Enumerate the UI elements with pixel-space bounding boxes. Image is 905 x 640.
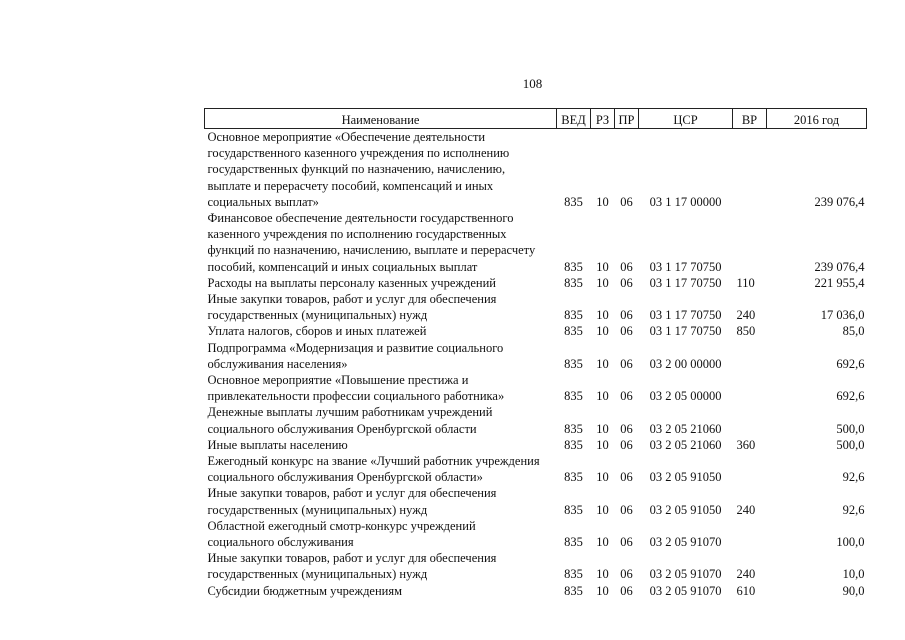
cell-ved: 835 — [564, 583, 583, 598]
cell-vr: 610 — [736, 583, 756, 598]
cell-vr — [733, 129, 767, 211]
row-name-line: государственных (муниципальных) нужд — [207, 502, 428, 517]
cell-ved: 835 — [564, 308, 583, 323]
row-name-line: Ежегодный конкурс на звание «Лучший работник учреждения — [207, 454, 540, 469]
cell-sum: 221 955,4 — [814, 275, 865, 290]
cell-ved: 835 — [564, 389, 583, 404]
table-header — [205, 109, 867, 129]
cell-sum: 85,0 — [842, 324, 865, 339]
table-row — [205, 518, 867, 550]
cell-sum: 239 076,4 — [814, 194, 865, 209]
cell-sum: 92,6 — [842, 470, 865, 485]
cell-csr: 03 2 05 00000 — [649, 389, 722, 404]
row-name-line: государственных функций по назначению, начислению, — [207, 162, 506, 177]
cell-csr: 03 2 05 91070 — [649, 583, 722, 598]
row-name-line: Основное мероприятие «Обеспечение деятельности — [207, 130, 486, 144]
column-header-name: Наименование — [205, 109, 557, 129]
row-name — [205, 291, 557, 323]
row-name — [205, 437, 557, 453]
cell-csr: 03 1 17 70750 — [649, 275, 722, 290]
cell-pr: 06 — [620, 356, 633, 371]
row-name-line: социального обслуживания Оренбургской области» — [207, 470, 483, 485]
row-name-line: Уплата налогов, сборов и иных платежей — [207, 324, 427, 339]
cell-ved: 835 — [564, 421, 583, 436]
cell-vr: 240 — [736, 308, 756, 323]
row-name-line: функций по назначению, начислению, выплате и перерасчету — [207, 243, 536, 258]
row-name-line: Субсидии бюджетным учреждениям — [207, 583, 403, 598]
column-header-pr: ПР — [615, 109, 639, 129]
row-name-line: Иные закупки товаров, работ и услуг для обеспечения — [207, 292, 497, 307]
cell-rz: 10 — [596, 567, 609, 582]
cell-vr — [733, 453, 767, 485]
cell-sum: 10,0 — [842, 567, 865, 582]
row-name-line: выплате и перерасчету пособий, компенсаций и иных — [207, 178, 494, 193]
cell-csr: 03 2 05 91070 — [649, 567, 722, 582]
row-name — [205, 275, 557, 291]
cell-rz: 10 — [596, 194, 609, 209]
row-name — [205, 372, 557, 404]
cell-csr: 03 2 00 00000 — [649, 356, 722, 371]
cell-pr: 06 — [620, 324, 633, 339]
cell-ved: 835 — [564, 356, 583, 371]
table-row — [205, 485, 867, 517]
cell-ved: 835 — [564, 259, 583, 274]
cell-csr: 03 2 05 91070 — [649, 535, 722, 550]
cell-vr: 850 — [736, 324, 756, 339]
cell-csr: 03 1 17 70750 — [649, 324, 722, 339]
row-name — [205, 518, 557, 550]
cell-rz: 10 — [596, 356, 609, 371]
table-body — [205, 129, 867, 599]
cell-rz: 10 — [596, 389, 609, 404]
row-name-line: привлекательности профессии социального работника» — [207, 389, 505, 404]
row-name — [205, 453, 557, 485]
cell-rz: 10 — [596, 324, 609, 339]
row-name — [205, 550, 557, 582]
cell-pr: 06 — [620, 259, 633, 274]
row-name-line: государственных (муниципальных) нужд — [207, 567, 428, 582]
cell-rz: 10 — [596, 437, 609, 452]
cell-sum: 500,0 — [836, 437, 865, 452]
row-name — [205, 210, 557, 275]
row-name-line: обслуживания населения» — [207, 356, 348, 371]
cell-rz: 10 — [596, 308, 609, 323]
table-row — [205, 323, 867, 339]
cell-pr: 06 — [620, 470, 633, 485]
row-name-line: Иные закупки товаров, работ и услуг для обеспечения — [207, 551, 497, 566]
row-name-line: Денежные выплаты лучшим работникам учреждений — [207, 405, 493, 420]
column-header-vr: ВР — [733, 109, 767, 129]
cell-pr: 06 — [620, 502, 633, 517]
cell-vr — [733, 340, 767, 372]
column-header-csr: ЦСР — [639, 109, 733, 129]
cell-rz: 10 — [596, 502, 609, 517]
table-row — [205, 340, 867, 372]
column-header-sum: 2016 год — [767, 109, 867, 129]
cell-pr: 06 — [620, 194, 633, 209]
cell-sum: 692,6 — [836, 356, 865, 371]
cell-sum: 92,6 — [842, 502, 865, 517]
cell-sum: 100,0 — [836, 535, 865, 550]
cell-ved: 835 — [564, 535, 583, 550]
row-name-line: казенного учреждения по исполнению государственных — [207, 227, 507, 242]
row-name-line: государственных (муниципальных) нужд — [207, 308, 428, 323]
cell-vr: 240 — [736, 502, 756, 517]
table-row — [205, 437, 867, 453]
cell-rz: 10 — [596, 259, 609, 274]
cell-vr: 360 — [736, 437, 756, 452]
cell-csr: 03 1 17 70750 — [649, 259, 722, 274]
cell-ved: 835 — [564, 567, 583, 582]
cell-rz: 10 — [596, 583, 609, 598]
row-name-line: Финансовое обеспечение деятельности государственного — [207, 211, 514, 226]
row-name-line: Иные закупки товаров, работ и услуг для обеспечения — [207, 486, 497, 501]
row-name-line: Иные выплаты населению — [207, 437, 348, 452]
cell-pr: 06 — [620, 535, 633, 550]
cell-ved: 835 — [564, 275, 583, 290]
cell-rz: 10 — [596, 535, 609, 550]
cell-vr — [733, 404, 767, 436]
cell-ved: 835 — [564, 194, 583, 209]
cell-vr — [733, 210, 767, 275]
cell-rz: 10 — [596, 421, 609, 436]
table-row — [205, 583, 867, 599]
cell-sum: 90,0 — [842, 583, 865, 598]
table-row — [205, 453, 867, 485]
cell-csr: 03 2 05 21060 — [649, 437, 722, 452]
row-name-line: социального обслуживания Оренбургской области — [207, 421, 477, 436]
row-name — [205, 404, 557, 436]
row-name-line: государственного казенного учреждения по исполнению — [207, 146, 510, 161]
cell-sum: 500,0 — [836, 421, 865, 436]
cell-pr: 06 — [620, 437, 633, 452]
cell-rz: 10 — [596, 470, 609, 485]
cell-vr — [733, 518, 767, 550]
row-name-line: социального обслуживания — [207, 535, 354, 550]
cell-csr: 03 2 05 21060 — [649, 421, 722, 436]
table-row — [205, 550, 867, 582]
table-row — [205, 275, 867, 291]
row-name — [205, 340, 557, 372]
cell-pr: 06 — [620, 567, 633, 582]
row-name — [205, 323, 557, 339]
row-name-line: Основное мероприятие «Повышение престижа и — [207, 373, 469, 388]
cell-vr — [733, 372, 767, 404]
cell-sum: 692,6 — [836, 389, 865, 404]
cell-sum: 17 036,0 — [820, 308, 865, 323]
cell-rz: 10 — [596, 275, 609, 290]
cell-sum: 239 076,4 — [814, 259, 865, 274]
cell-ved: 835 — [564, 437, 583, 452]
cell-vr: 110 — [736, 275, 755, 290]
budget-table — [204, 108, 867, 599]
header-row — [205, 109, 867, 129]
row-name-line: Расходы на выплаты персоналу казенных учреждений — [207, 275, 496, 290]
page-number: 108 — [522, 76, 543, 91]
cell-csr: 03 2 05 91050 — [649, 502, 722, 517]
cell-pr: 06 — [620, 308, 633, 323]
row-name — [205, 485, 557, 517]
row-name — [205, 583, 557, 599]
cell-pr: 06 — [620, 421, 633, 436]
cell-ved: 835 — [564, 324, 583, 339]
row-name-line: Подпрограмма «Модернизация и развитие социального — [207, 340, 504, 355]
cell-pr: 06 — [620, 275, 633, 290]
cell-csr: 03 1 17 00000 — [649, 194, 722, 209]
cell-pr: 06 — [620, 389, 633, 404]
table-row — [205, 291, 867, 323]
column-header-rz: РЗ — [591, 109, 615, 129]
row-name-line: Областной ежегодный смотр-конкурс учреждений — [207, 518, 476, 533]
row-name — [205, 129, 557, 211]
column-header-ved: ВЕД — [557, 109, 591, 129]
table-row — [205, 372, 867, 404]
row-name-line: социальных выплат» — [207, 194, 319, 209]
table-row — [205, 129, 867, 211]
table-row — [205, 404, 867, 436]
cell-vr: 240 — [736, 567, 756, 582]
cell-csr: 03 2 05 91050 — [649, 470, 722, 485]
cell-ved: 835 — [564, 502, 583, 517]
cell-ved: 835 — [564, 470, 583, 485]
cell-pr: 06 — [620, 583, 633, 598]
table-row — [205, 210, 867, 275]
row-name-line: пособий, компенсаций и иных социальных выплат — [207, 259, 478, 274]
cell-csr: 03 1 17 70750 — [649, 308, 722, 323]
